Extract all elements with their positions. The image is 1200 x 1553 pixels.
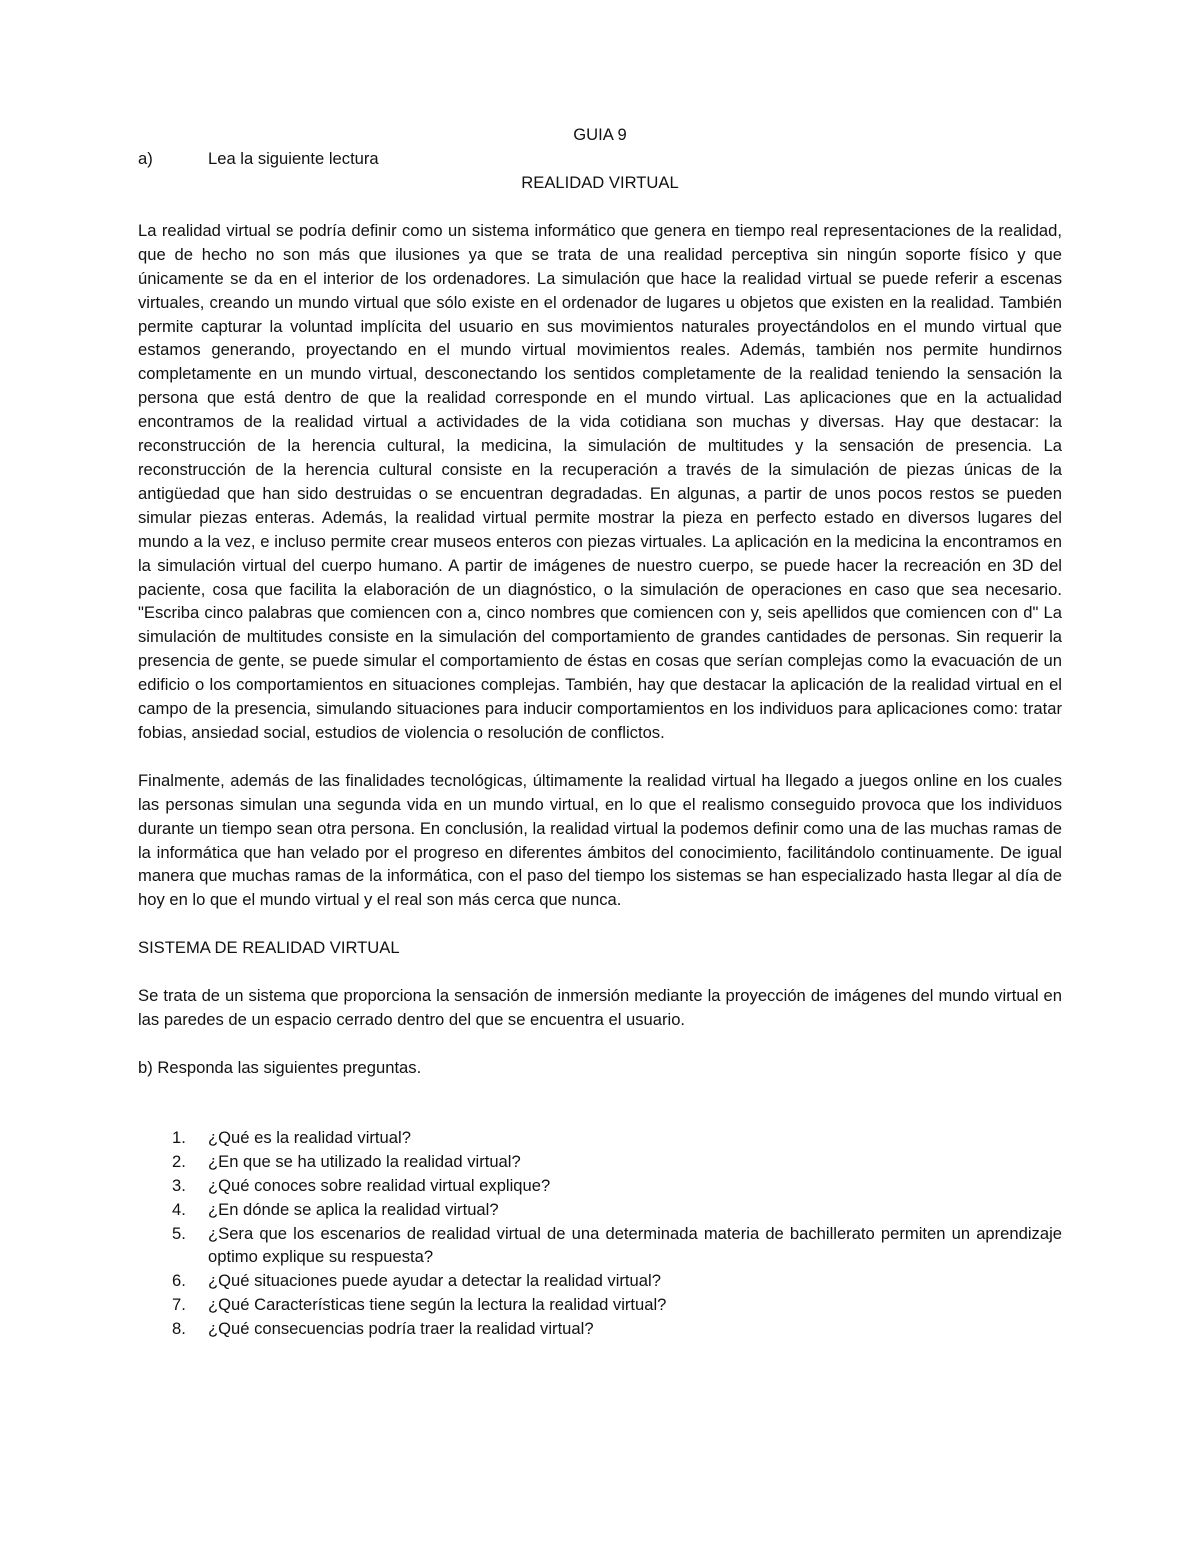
question-text: ¿Sera que los escenarios de realidad virtual de una determinada materia de bachillerato permiten un aprendizaje optimo explique su respuesta? bbox=[208, 1223, 1062, 1267]
spacer bbox=[138, 1032, 1062, 1056]
question-number: 3. bbox=[172, 1175, 186, 1195]
paragraph-3: Se trata de un sistema que proporciona la sensación de inmersión mediante la proyección de imágenes del mundo virtual en las paredes de un espacio cerrado dentro del que se encuentra el usuario. bbox=[138, 986, 1062, 1030]
reading-title: REALIDAD VIRTUAL bbox=[521, 172, 679, 192]
question-number: 1. bbox=[172, 1127, 186, 1147]
question-number: 6. bbox=[172, 1271, 186, 1291]
list-item bbox=[138, 1222, 1062, 1270]
list-item bbox=[138, 1317, 1062, 1341]
section-b: b) Responda las siguientes preguntas. bbox=[138, 1058, 422, 1077]
spacer bbox=[138, 745, 1062, 769]
system-heading: SISTEMA DE REALIDAD VIRTUAL bbox=[138, 938, 400, 958]
list-item bbox=[138, 1150, 1062, 1174]
document-title: GUIA 9 bbox=[573, 125, 627, 144]
spacer bbox=[138, 195, 1062, 219]
section-a-marker: a) bbox=[138, 149, 153, 168]
question-number: 4. bbox=[172, 1199, 186, 1219]
question-number: 5. bbox=[172, 1223, 186, 1243]
question-text: ¿Qué conoces sobre realidad virtual explique? bbox=[208, 1175, 551, 1195]
question-text: ¿En dónde se aplica la realidad virtual? bbox=[208, 1199, 499, 1219]
spacer bbox=[138, 960, 1062, 984]
section-a bbox=[138, 147, 1062, 171]
question-text: ¿Qué consecuencias podría traer la realidad virtual? bbox=[208, 1319, 594, 1339]
question-number: 7. bbox=[172, 1295, 186, 1315]
question-text: ¿Qué es la realidad virtual? bbox=[208, 1127, 411, 1147]
list-item bbox=[138, 1198, 1062, 1222]
list-item bbox=[138, 1126, 1062, 1150]
paragraph-1: La realidad virtual se podría definir como un sistema informático que genera en tiempo real representaciones de la realidad, que de hecho no son más que ilusiones ya que se trata de una realidad perceptiva sin ningún soporte físico y que únicamente se da en el interior de los ordenadores. La simulación que hace la realidad virtual se puede referir a escenas virtuales, creando un mundo virtual que sólo existe en el ordenador de lugares u objetos que existen en la realidad. También permite capturar la voluntad implícita del usuario en sus movimientos naturales proyectándolos en el mundo virtual que estamos generando, proyectando en el mundo virtual movimientos reales. Además, también nos permite hundirnos completamente en un mundo virtual, desconectando los sentidos completamente de la realidad teniendo la sensación la persona que está dentro de que la realidad corresponde en el mundo virtual. Las aplicaciones que en la actualidad encontramos de la realidad virtual a actividades de la vida cotidiana son muchas y diversas. Hay que destacar: la reconstrucción de la herencia cultural, la medicina, la simulación de multitudes y la sensación de presencia. La reconstrucción de la herencia cultural consiste en la recuperación a través de la simulación de piezas únicas de la antigüedad que han sido destruidas o se encuentran degradadas. En algunas, a partir de unos pocos restos se pueden simular piezas enteras. Además, la realidad virtual permite mostrar la pieza en perfecto estado en diversos lugares del mundo a la vez, e incluso permite crear museos enteros con piezas virtuales. La aplicación en la medicina la encontramos en la simulación virtual del cuerpo humano. A partir de imágenes de nuestro cuerpo, se puede hacer la recreación en 3D del paciente, cosa que facilita la elaboración de un diagnóstico, o la simulación de operaciones en caso que sea necesario. "Escriba cinco palabras que comiencen con a, cinco nombres que comiencen con y, seis apellidos que comiencen con d" La simulación de multitudes consiste en la simulación del comportamiento de grandes cantidades de personas. Sin requerir la presencia de gente, se puede simular el comportamiento de éstas en cosas que serían complejas como la evacuación de un edificio o los comportamientos en situaciones complejas. También, hay que destacar la aplicación de la realidad virtual en el campo de la presencia, simulando situaciones para inducir comportamientos en los individuos para aplicaciones como: tratar fobias, ansiedad social, estudios de violencia o resolución de conflictos. bbox=[138, 220, 1062, 742]
spacer bbox=[138, 912, 1062, 936]
list-item bbox=[138, 1269, 1062, 1293]
list-item bbox=[138, 1293, 1062, 1317]
section-a-instruction: Lea la siguiente lectura bbox=[208, 149, 379, 168]
question-number: 2. bbox=[172, 1151, 186, 1171]
question-text: ¿Qué situaciones puede ayudar a detectar la realidad virtual? bbox=[208, 1271, 661, 1291]
question-list bbox=[138, 1126, 1062, 1341]
question-text: ¿En que se ha utilizado la realidad virtual? bbox=[208, 1151, 521, 1171]
document-page bbox=[138, 123, 1062, 1341]
question-text: ¿Qué Características tiene según la lectura la realidad virtual? bbox=[208, 1295, 667, 1315]
list-item bbox=[138, 1174, 1062, 1198]
question-number: 8. bbox=[172, 1319, 186, 1339]
paragraph-2: Finalmente, además de las finalidades tecnológicas, últimamente la realidad virtual ha llegado a juegos online en los cuales las personas simulan una segunda vida en un mundo virtual, en lo que el realismo conseguido provoca que los individuos durante un tiempo sean otra persona. En conclusión, la realidad virtual la podemos definir como una de las muchas ramas de la informática que han velado por el progreso en diferentes ámbitos del conocimiento, facilitándolo continuamente. De igual manera que muchas ramas de la informática, con el paso del tiempo los sistemas se han especializado hasta llegar al día de hoy en lo que el mundo virtual y el real son más cerca que nunca. bbox=[138, 770, 1062, 910]
spacer bbox=[138, 1080, 1062, 1126]
